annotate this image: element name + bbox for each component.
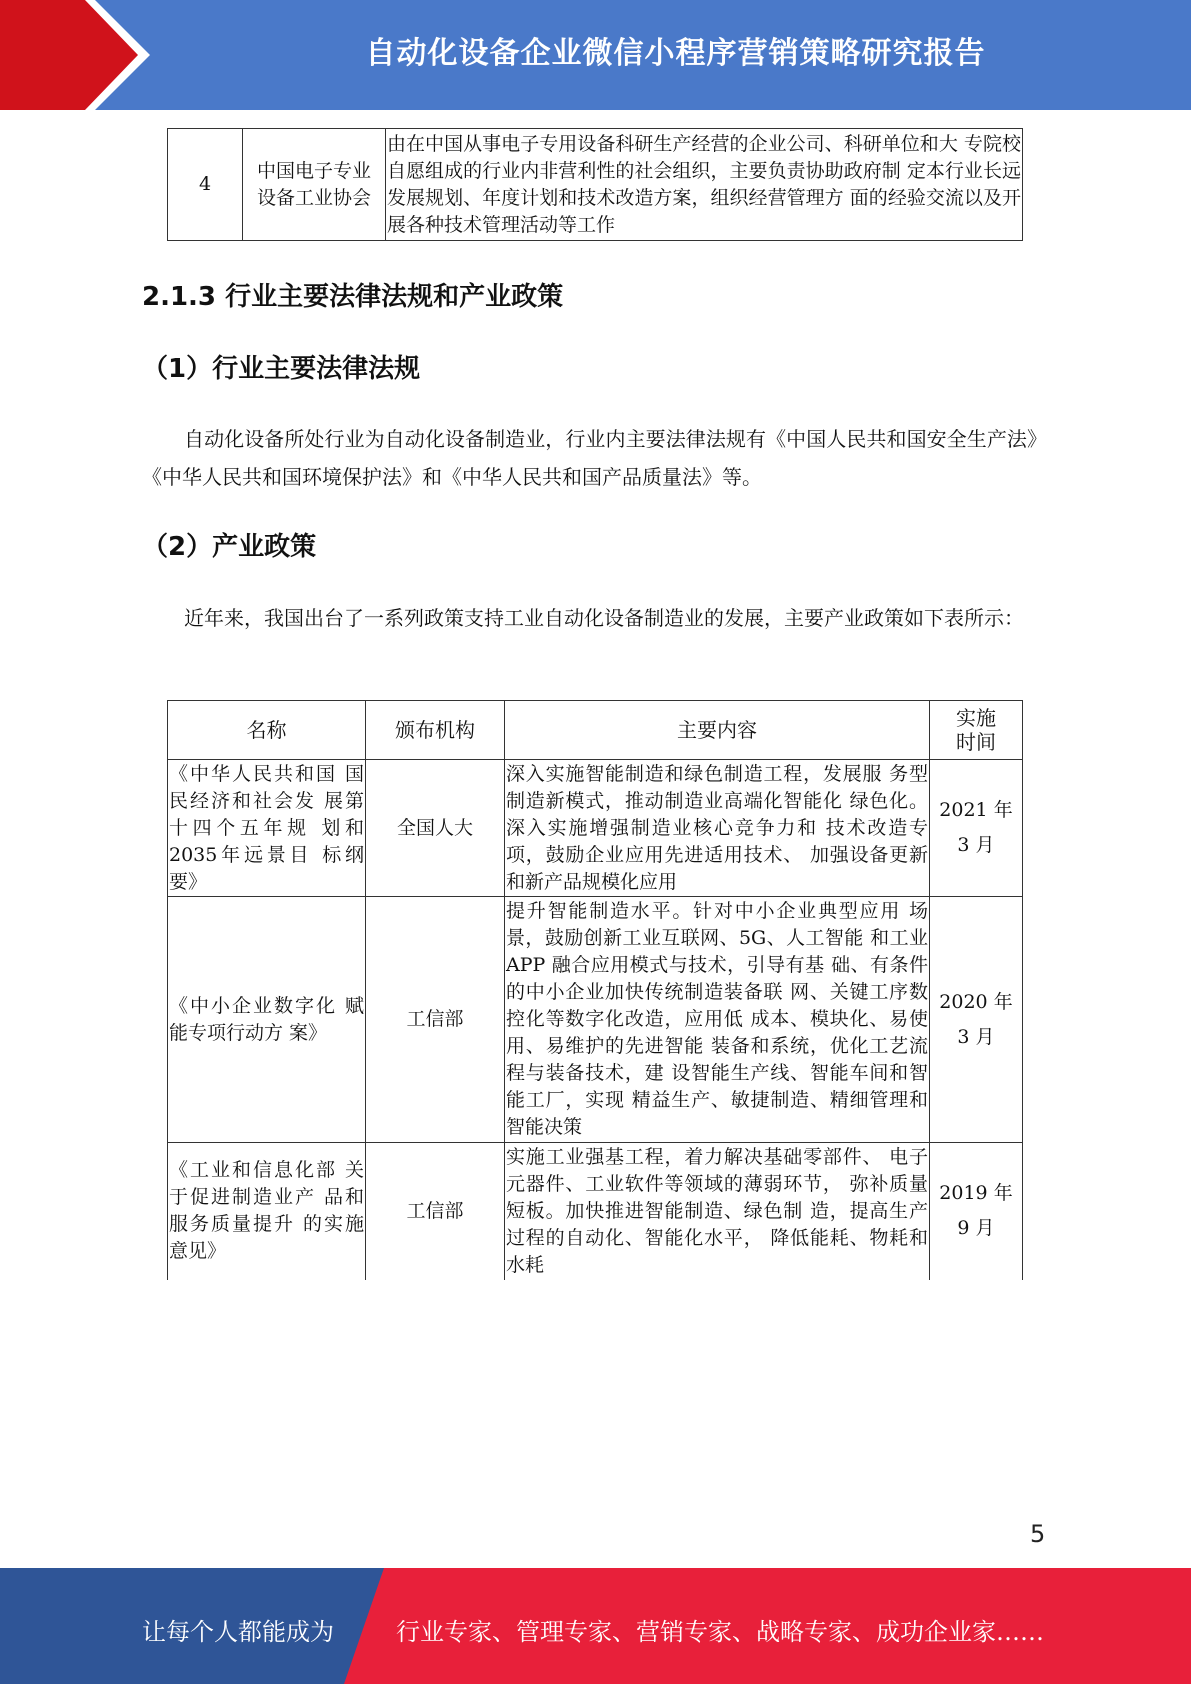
table-row (168, 760, 1023, 897)
column-header-name: 名称 (168, 701, 366, 760)
policy-date: 2019 年 9 月 (930, 1143, 1023, 1280)
policy-issuer: 工信部 (366, 1143, 505, 1280)
policy-name: 《工业和信息化部 关于促进制造业产 品和服务质量提升 的实施意见》 (168, 1143, 366, 1280)
page-footer (0, 1568, 1191, 1684)
column-header-content: 主要内容 (505, 701, 930, 760)
org-table (167, 128, 1023, 241)
table-row (168, 1143, 1023, 1280)
table-header-row (168, 701, 1023, 760)
policy-content: 提升智能制造水平。针对中小企业典型应用 场景，鼓励创新工业互联网、5G、人工智能 和工业 APP 融合应用模式与技术，引导有基 础、有条件的中小企业加快传统制造装备联 网、关键工序数控化等数字化改造，应用低 成本、模块化、易使用、易维护的先进智能 装备和系统，优化工艺流程与装备技术，建 设智能生产线、智能车间和智能工厂，实现 精益生产、敏捷制造、精细管理和智能决策 (505, 897, 930, 1143)
org-row-name: 中国电子专业设备工业协会 (243, 129, 386, 241)
page-header (0, 0, 1191, 110)
column-header-issuer: 颁布机构 (366, 701, 505, 760)
policy-content: 实施工业强基工程，着力解决基础零部件、 电子元器件、工业软件等领域的薄弱环节， 弥补质量短板。加快推进智能制造、绿色制 造，提高生产过程的自动化、智能化水平， 降低能耗、物耗和水耗 (505, 1143, 930, 1280)
policy-date: 2021 年 3 月 (930, 760, 1023, 897)
column-header-date: 实施时间 (930, 701, 1023, 760)
footer-slogan-left: 让每个人都能成为 (142, 1618, 334, 1646)
table-row (168, 897, 1023, 1143)
footer-slogan-right: 行业专家、管理专家、营销专家、战略专家、成功企业家…… (396, 1618, 1044, 1646)
header-red-chevron (0, 0, 150, 110)
subsection-heading-policy: （2）产业政策 (142, 532, 317, 562)
laws-paragraph: 自动化设备所处行业为自动化设备制造业，行业内主要法律法规有《中国人民共和国安全生产法》《中华人民共和国环境保护法》和《中华人民共和国产品质量法》等。 (142, 427, 1047, 489)
org-row-number: 4 (168, 129, 243, 241)
policy-content: 深入实施智能制造和绿色制造工程，发展服 务型制造新模式，推动制造业高端化智能化 绿色化。深入实施增强制造业核心竞争力和 技术改造专项，鼓励企业应用先进适用技术、 加强设备更新和新产品规模化应用 (505, 760, 930, 897)
report-title: 自动化设备企业微信小程序营销策略研究报告 (365, 36, 986, 71)
table-row (168, 129, 1023, 241)
org-row-description: 由在中国从事电子专用设备科研生产经营的企业公司、科研单位和大 专院校自愿组成的行业内非营利性的社会组织，主要负责协助政府制 定本行业长远发展规划、年度计划和技术改造方案，组织经营管理方 面的经验交流以及开展各种技术管理活动等工作 (386, 129, 1023, 241)
policy-intro-paragraph: 近年来，我国出台了一系列政策支持工业自动化设备制造业的发展，主要产业政策如下表所示： (184, 606, 1024, 630)
policy-issuer: 工信部 (366, 897, 505, 1143)
subsection-heading-laws: （1）行业主要法律法规 (142, 354, 421, 384)
section-heading: 2.1.3 行业主要法律法规和产业政策 (142, 282, 564, 312)
policy-date: 2020 年 3 月 (930, 897, 1023, 1143)
page-number: 5 (1030, 1520, 1046, 1548)
policy-table (167, 700, 1023, 1280)
policy-name: 《中华人民共和国 国民经济和社会发 展第十四个五年规 划和2035年远景目 标纲要》 (168, 760, 366, 897)
policy-issuer: 全国人大 (366, 760, 505, 897)
policy-name: 《中小企业数字化 赋能专项行动方 案》 (168, 897, 366, 1143)
